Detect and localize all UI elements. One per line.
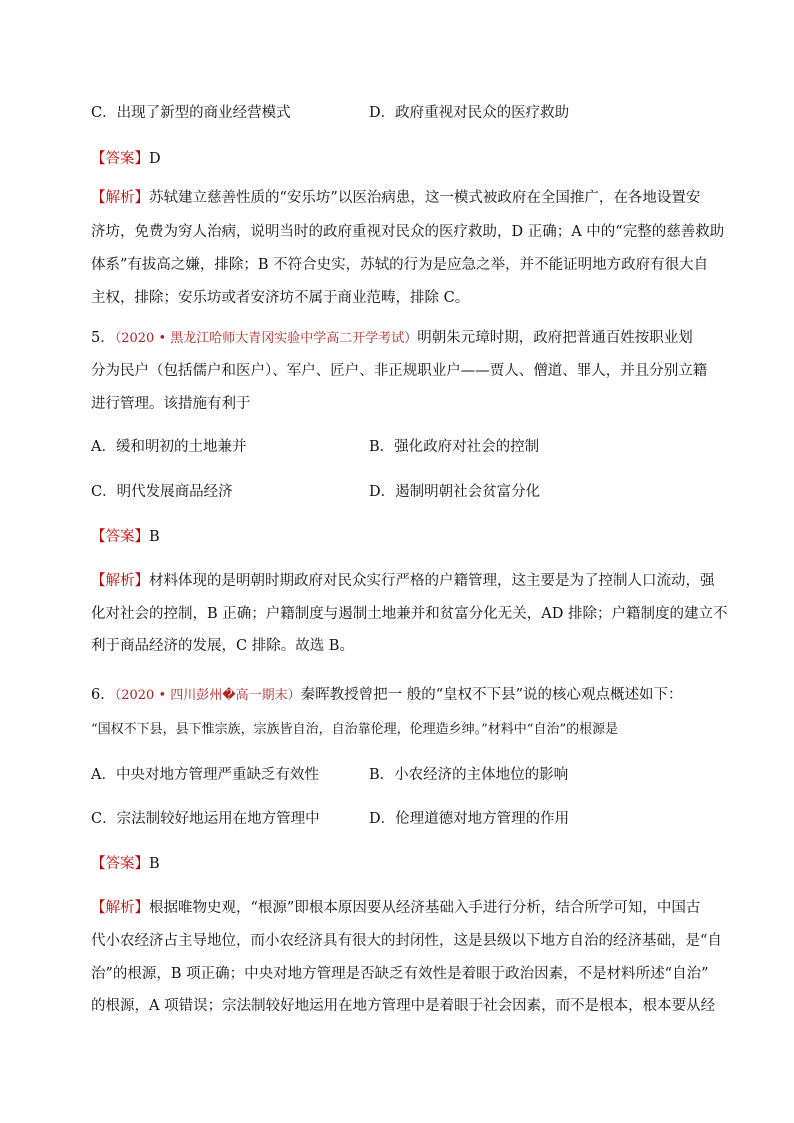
q5-answer — [91, 525, 160, 546]
analysis-text: 材料体现的是明朝时期政府对民众实行严格的户籍管理，这主要是为了控制人口流动，强 — [149, 573, 715, 589]
question-number: 5． — [91, 330, 115, 346]
q4-answer — [91, 147, 161, 168]
q6-stem-line-1 — [91, 683, 683, 704]
answer-value: D — [149, 151, 161, 167]
q5-stem-line-1 — [91, 326, 693, 347]
q6-option-c: C．宗法制较好地运用在地方管理中 — [91, 811, 320, 827]
q6-analysis-line-4: 的根源，A 项错误；宗法制较好地运用在地方管理中是着眼于社会因素，而不是根本，根本要从经 — [91, 998, 716, 1014]
q5-analysis-line-3: 利于商品经济的发展，C 排除。故选 B。 — [91, 638, 354, 654]
q5-stem-line-3: 进行管理。该措施有利于 — [91, 396, 251, 412]
stem-text: 秦晖教授曾把一 般的“皇权不下县”说的核心观点概述如下： — [300, 687, 683, 703]
analysis-label: 【解析】 — [91, 190, 149, 206]
q4-analysis-line-2: 济坊，免费为穷人治病，说明当时的政府重视对民众的医疗救助，D 正确；A 中的“完整的慈善救助 — [91, 224, 725, 240]
answer-label: 【答案】 — [91, 529, 149, 545]
question-source: （2020 • 四川彭州�高一期末） — [114, 688, 301, 703]
q4-analysis-line-1 — [91, 186, 700, 207]
q5-analysis-line-1 — [91, 569, 715, 590]
analysis-label: 【解析】 — [91, 900, 149, 916]
question-number: 6． — [91, 687, 115, 703]
answer-label: 【答案】 — [91, 856, 149, 872]
answer-value: B — [149, 856, 160, 872]
q6-option-b: B．小农经济的主体地位的影响 — [369, 767, 569, 783]
q5-analysis-line-2: 化对社会的控制，B 正确；户籍制度与遏制土地兼并和贫富分化无关，AD 排除；户籍制度的建立不 — [91, 606, 728, 622]
q5-option-c: C．明代发展商品经济 — [91, 484, 233, 500]
q6-option-d: D．伦理道德对地方管理的作用 — [369, 811, 570, 827]
answer-value: B — [149, 529, 160, 545]
q5-option-a: A．缓和明初的土地兼并 — [91, 439, 247, 455]
analysis-text: 根据唯物史观，“根源”即根本原因要从经济基础入手进行分析，结合所学可知，中国古 — [149, 900, 701, 916]
q5-option-d: D．遏制明朝社会贫富分化 — [369, 484, 541, 500]
q4-option-d: D．政府重视对民众的医疗救助 — [369, 105, 570, 121]
stem-text: 明朝朱元璋时期，政府把普通百姓按职业划 — [417, 330, 693, 346]
question-source: （2020 • 黑龙江哈师大青冈实验中学高二开学考试） — [114, 331, 418, 346]
q6-analysis-line-3: 治”的根源，B 项正确；中央对地方管理是否缺乏有效性是着眼于政治因素，不是材料所述“自治” — [91, 966, 709, 982]
q5-stem-line-2: 分为民户（包括儒户和医户）、军户、匠户、非正规职业户——贾人、僧道、罪人，并且分别立籍 — [91, 363, 708, 379]
q4-analysis-line-3: 体系”有拔高之嫌，排除；B 不符合史实，苏轼的行为是应急之举，并不能证明地方政府有很大自 — [91, 257, 709, 273]
q6-analysis-line-2: 代小农经济占主导地位，而小农经济具有很大的封闭性，这是县级以下地方自治的经济基础，是“自 — [91, 933, 722, 949]
q4-option-c: C．出现了新型的商业经营模式 — [91, 105, 291, 121]
q6-analysis-line-1 — [91, 896, 700, 917]
analysis-label: 【解析】 — [91, 573, 149, 589]
q6-stem-line-2: “国权不下县，县下惟宗族，宗族皆自治，自治靠伦理，伦理造乡绅。”材料中“自治”的根源是 — [91, 722, 619, 737]
q4-analysis-line-4: 主权，排除；安乐坊或者安济坊不属于商业范畴，排除 C。 — [91, 290, 470, 306]
answer-label: 【答案】 — [91, 151, 149, 167]
analysis-text: 苏轼建立慈善性质的“安乐坊”以医治病患，这一模式被政府在全国推广，在各地设置安 — [149, 190, 701, 206]
q6-answer — [91, 852, 160, 873]
q5-option-b: B．强化政府对社会的控制 — [369, 439, 540, 455]
q6-option-a: A．中央对地方管理严重缺乏有效性 — [91, 767, 319, 783]
